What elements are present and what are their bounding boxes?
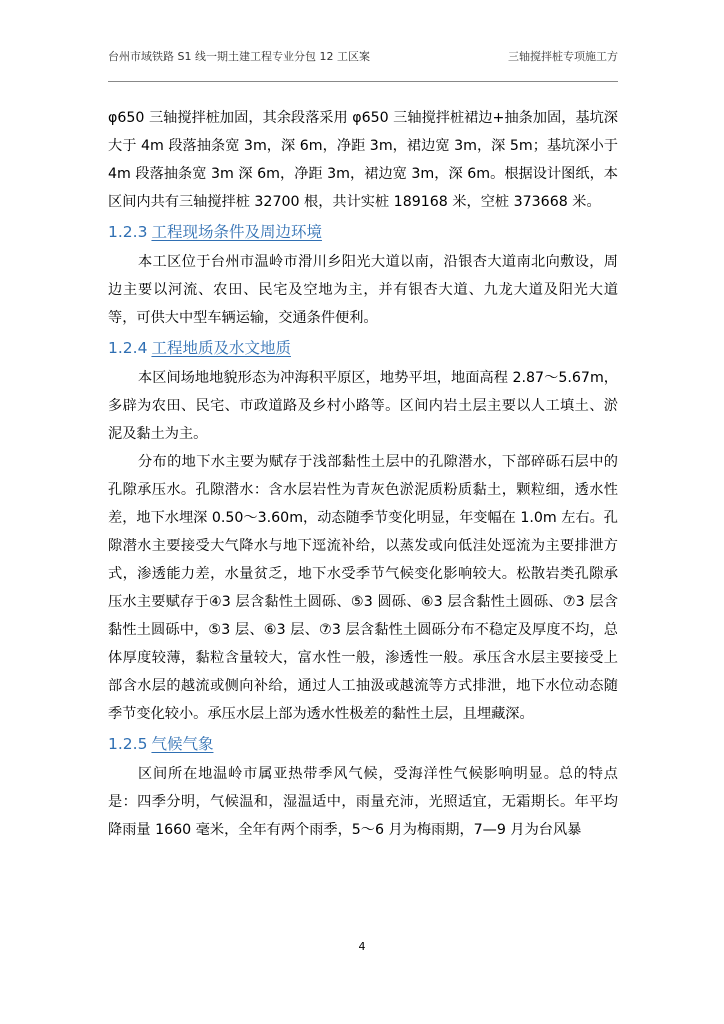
- section-heading-climate: [108, 728, 618, 760]
- header-project-title: 台州市域铁路 S1 线一期土建工程专业分包 12 工区案: [108, 50, 370, 63]
- section-title: 工程现场条件及周边环境: [151, 223, 322, 241]
- section-title: 气候气象: [151, 735, 214, 753]
- section-heading-geology: [108, 332, 618, 364]
- page-header: [108, 50, 618, 82]
- paragraph-landform: 本区间场地地貌形态为冲海积平原区，地势平坦，地面高程 2.87～5.67m，多辟为农田、民宅、市政道路及乡村小路等。区间内岩土层主要以人工填土、淤泥及黏土为主。: [108, 370, 618, 442]
- paragraph-groundwater: 分布的地下水主要为赋存于浅部黏性土层中的孔隙潜水，下部碎砾石层中的孔隙承压水。孔隙潜水：含水层岩性为青灰色淤泥质粉质黏土，颗粒细，透水性差，地下水埋深 0.50～3.60m，动态随季节变化明显，年变幅在 1.0m 左右。孔隙潜水主要接受大气降水与地下逕流补给，以蒸发或向低洼处逕流为主要排泄方式，渗透能力差，水量贫乏，地下水受季节气候变化影响较大。松散岩类孔隙承压水主要赋存于④3 层含黏性土圆砾、⑤3 圆砾、⑥3 层含黏性土圆砾、⑦3 层含黏性土圆砾中，⑤3 层、⑥3 层、⑦3 层含黏性土圆砾分布不稳定及厚度不均，总体厚度较薄，黏粒含量较大，富水性一般，渗透性一般。承压含水层主要接受上部含水层的越流或侧向补给，通过人工抽汲或越流等方式排泄，地下水位动态随季节变化较小。承压水层上部为透水性极差的黏性土层，且埋藏深。: [108, 454, 618, 722]
- header-document-title: 三轴搅拌桩专项施工方: [508, 50, 618, 63]
- section-number: 1.2.3: [108, 223, 148, 241]
- paragraph-climate: 区间所在地温岭市属亚热带季风气候，受海洋性气候影响明显。总的特点是：四季分明，气候温和，湿温适中，雨量充沛，光照适宜，无霜期长。年平均降雨量 1660 毫米，全年有两个雨季，5～6 月为梅雨期，7—9 月为台风暴: [108, 766, 618, 838]
- paragraph-site-conditions: 本工区位于台州市温岭市滑川乡阳光大道以南，沿银杏大道南北向敷设，周边主要以河流、农田、民宅及空地为主，并有银杏大道、九龙大道及阳光大道等，可供大中型车辆运输，交通条件便利。: [108, 254, 618, 326]
- section-heading-site-conditions: [108, 216, 618, 248]
- section-number: 1.2.5: [108, 735, 148, 753]
- header-divider: [108, 81, 618, 82]
- page-number: 4: [358, 940, 366, 953]
- section-title: 工程地质及水文地质: [151, 339, 291, 357]
- document-body: [108, 104, 618, 844]
- section-number: 1.2.4: [108, 339, 148, 357]
- paragraph-pile-reinforcement: φ650 三轴搅拌桩加固，其余段落采用 φ650 三轴搅拌桩裙边+抽条加固，基坑深大于 4m 段落抽条宽 3m，深 6m，净距 3m，裙边宽 3m，深 5m；基坑深小于 4m 段落抽条宽 3m 深 6m，净距 3m，裙边宽 3m，深 6m。根据设计图纸，本区间内共有三轴搅拌桩 32700 根，共计实桩 189168 米，空桩 373668 米。: [108, 110, 618, 210]
